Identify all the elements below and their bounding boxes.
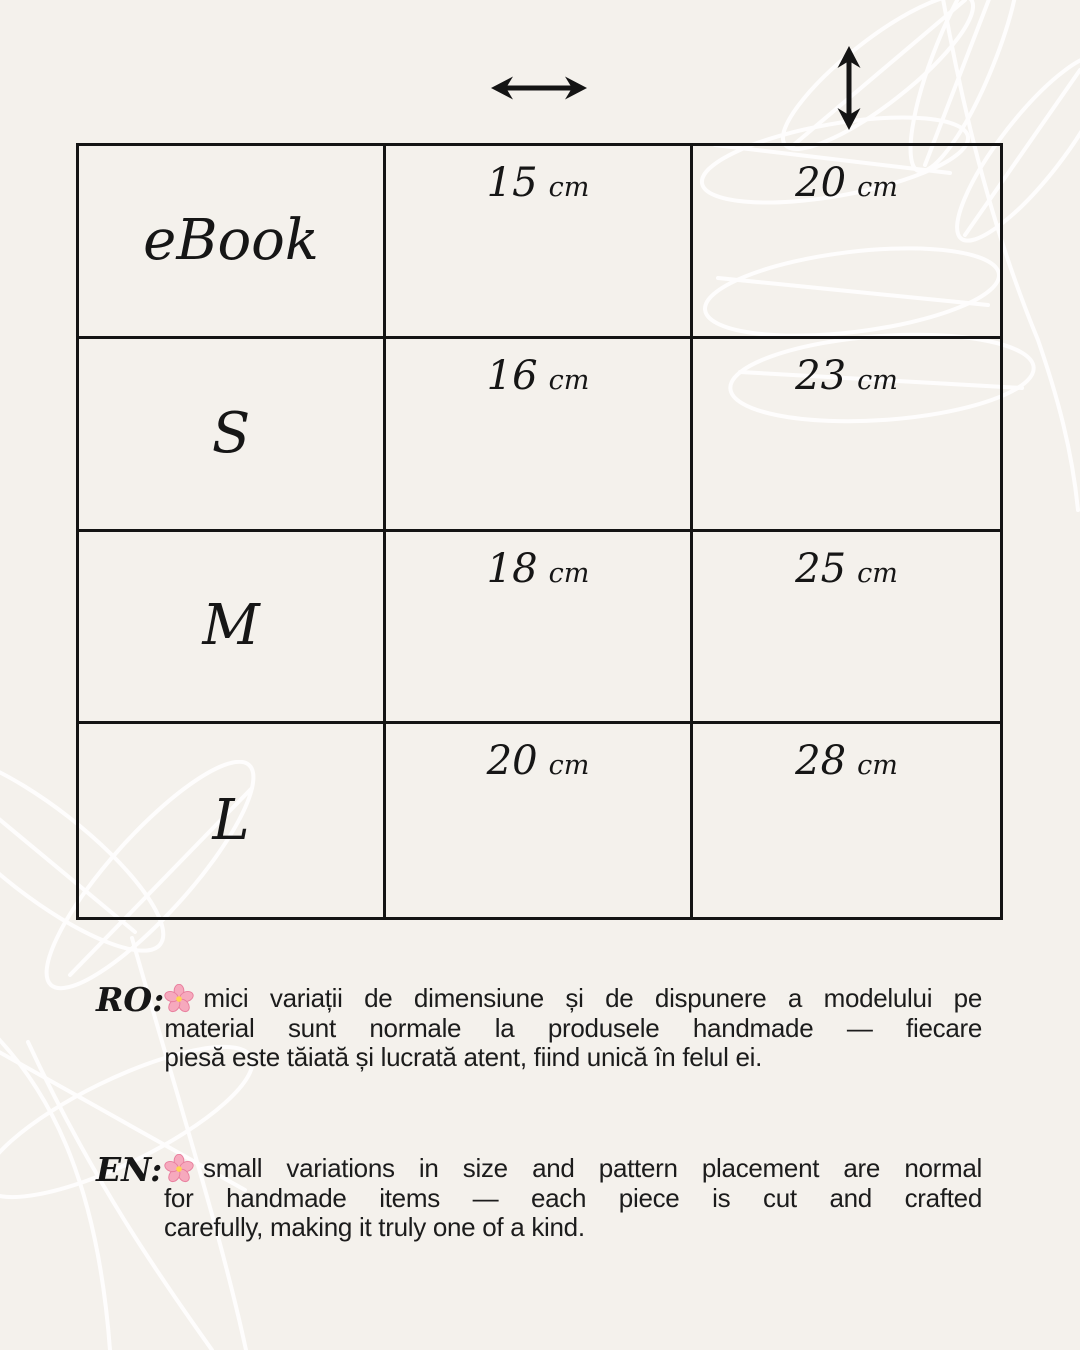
note-en: [96, 1150, 982, 1242]
height-arrow-icon: [835, 45, 863, 131]
size-label: L: [212, 787, 250, 853]
cherry-blossom-icon: [164, 1154, 194, 1184]
note-ro-label: RO:: [96, 980, 165, 1019]
height-unit: cm: [857, 364, 898, 396]
width-unit: cm: [548, 750, 590, 782]
size-label: eBook: [143, 207, 319, 273]
size-label-cell: [79, 724, 386, 917]
width-value-cell: [386, 724, 693, 917]
size-label-cell: [79, 532, 386, 725]
height-value-cell: [693, 724, 1000, 917]
height-value-cell: [693, 146, 1000, 339]
height-value: 25: [795, 545, 847, 592]
height-unit: cm: [857, 557, 898, 589]
note-en-label: EN:: [96, 1150, 163, 1189]
width-value-cell: [386, 146, 693, 339]
width-unit: cm: [548, 364, 590, 396]
height-value-cell: [693, 339, 1000, 532]
width-value: 20: [486, 738, 538, 785]
height-unit: cm: [857, 172, 898, 203]
height-value: 28: [795, 738, 847, 785]
size-label: S: [211, 400, 251, 466]
size-label: M: [202, 593, 260, 659]
width-unit: cm: [548, 557, 590, 589]
note-ro-text: mici variații de dimensiune și de dispunere a modelului pe material sunt normale la produsele handmade — fiecare piesă este tăiată și lucrată atent, fiind unică în felul ei.: [164, 983, 982, 1072]
size-label-cell: [79, 339, 386, 532]
height-unit: cm: [857, 750, 898, 782]
width-value: 18: [486, 545, 538, 592]
height-value: 23: [795, 352, 847, 399]
note-ro: [96, 980, 982, 1072]
width-arrow-icon: [489, 74, 589, 102]
width-value: 15: [486, 160, 538, 206]
size-label-cell: [79, 146, 386, 339]
width-value-cell: [386, 339, 693, 532]
height-value: 20: [795, 160, 847, 206]
cherry-blossom-icon: [164, 984, 194, 1014]
height-value-cell: [693, 532, 1000, 725]
width-value: 16: [486, 352, 538, 399]
size-table: [76, 143, 1003, 920]
width-unit: cm: [548, 172, 590, 203]
width-value-cell: [386, 532, 693, 725]
note-en-text: small variations in size and pattern placement are normal for handmade items — each piece is cut and crafted carefully, making it truly one of a kind.: [164, 1153, 982, 1242]
